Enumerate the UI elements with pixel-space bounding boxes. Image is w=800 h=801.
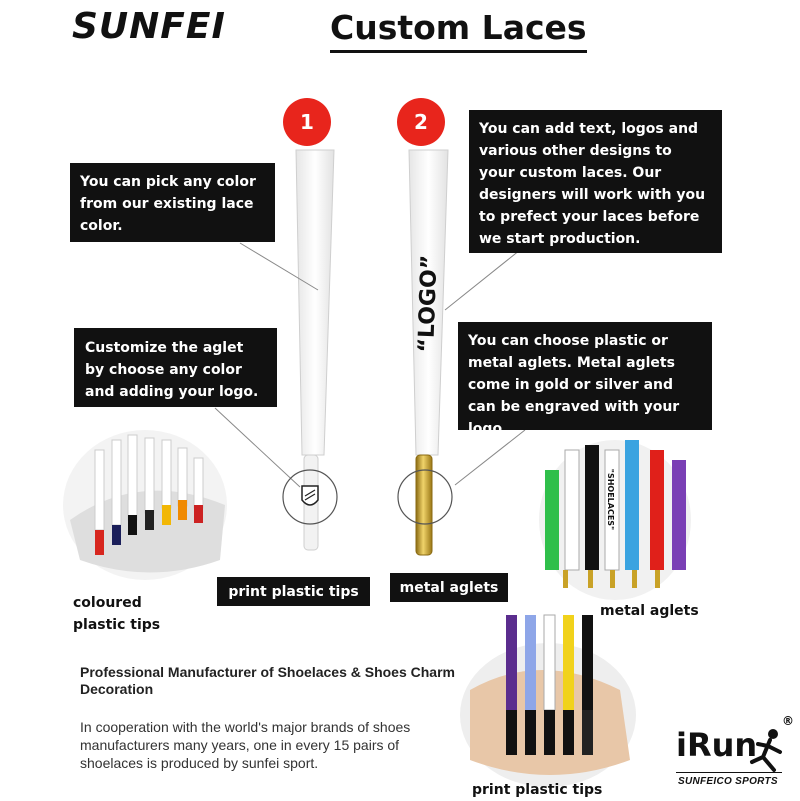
brand-logo-text: SUNFEI: [72, 6, 226, 47]
irun-divider: [676, 772, 782, 773]
registered-mark: ®: [782, 714, 794, 728]
irun-logo-text: iRun: [676, 726, 758, 764]
callout-aglet: Customize the aglet by choose any color and adding your logo.: [74, 328, 277, 407]
page-title: Custom Laces: [330, 8, 587, 53]
coloured-tips-photo: [63, 430, 227, 580]
callout-design: You can add text, logos and various other designs to your custom laces. Our designers will work with you to prefect your laces before we start production.: [469, 110, 722, 253]
lace-logo-text: “LOGO”: [414, 254, 443, 353]
shoelaces-text: "SHOELACES": [606, 468, 616, 531]
label-print-plastic-tips: print plastic tips: [217, 577, 370, 606]
print-plastic-tips-photo: [460, 615, 636, 787]
label-coloured-plastic-tips: coloured plastic tips: [73, 595, 161, 633]
label-metal-aglets-box: metal aglets: [390, 573, 508, 602]
label-metal-aglets: metal aglets: [600, 603, 699, 619]
step-badge-1: 1: [283, 98, 331, 146]
description-body: In cooperation with the world's major brands of shoes manufacturers many years, one in every 15 pairs of shoelaces is produced by sunfei sport.: [80, 719, 411, 771]
callout-metal: You can choose plastic or metal aglets. Metal aglets come in gold or silver and can be engraved with your logo.: [458, 322, 712, 430]
label-print-plastic-tips-bottom: print plastic tips: [472, 782, 603, 798]
irun-tagline: SUNFEICO SPORTS: [678, 776, 778, 787]
shield-icon: [302, 486, 318, 505]
lace-1: [296, 150, 334, 455]
step-badge-2: 2: [397, 98, 445, 146]
callout-color: You can pick any color from our existing lace color.: [70, 163, 275, 242]
description-title: Professional Manufacturer of Shoelaces & Shoes Charm Decoration: [80, 664, 455, 697]
